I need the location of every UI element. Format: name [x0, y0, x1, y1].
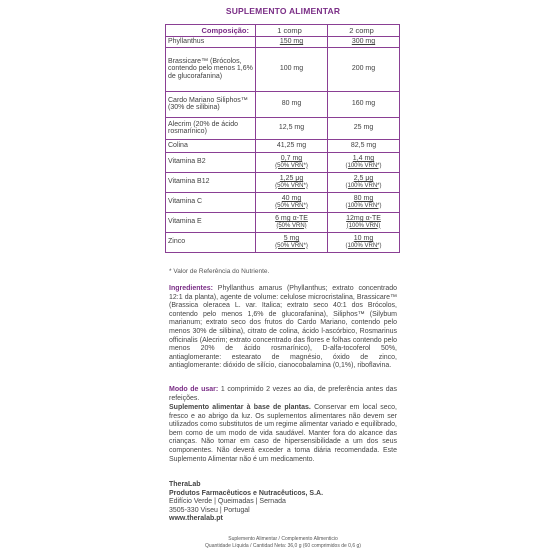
vrn-percent: (50% VRN*)	[275, 162, 308, 169]
table-row	[166, 117, 400, 139]
amount-2-comp	[328, 192, 400, 212]
amount-2-comp	[328, 212, 400, 232]
nutrient-name: Brassicare™ (Brócolos, contendo pelo menos 1,6% de glucorafanina)	[166, 47, 256, 91]
nutrient-name: Zinco	[166, 232, 256, 252]
amount-1-comp	[256, 47, 328, 91]
vrn-percent: (100% VRN*)	[345, 242, 382, 249]
table-row	[166, 139, 400, 152]
amount-2-comp	[328, 232, 400, 252]
company-fullname: Produtos Farmacêuticos e Nutracêuticos, S.A.	[169, 489, 324, 497]
amount-1-comp	[256, 232, 328, 252]
amount-1-comp	[256, 212, 328, 232]
company-website: www.theralab.pt	[169, 515, 223, 523]
usage-label: Modo de usar:	[169, 386, 219, 393]
usage-paragraph	[169, 386, 397, 403]
company-address-line1: Edifício Verde | Queimadas | Sernada	[169, 498, 286, 506]
table-header-row	[166, 25, 400, 37]
vrn-percent: (100% VRN*)	[345, 182, 382, 189]
amount-value: 82,5 mg	[350, 141, 377, 149]
ingredients-label: Ingredientes:	[169, 285, 213, 292]
amount-value: 80 mg	[281, 100, 302, 108]
vrn-percent: (100% VRN)	[346, 222, 381, 229]
nutrient-name: Vitamina C	[166, 192, 256, 212]
nutrient-name: Vitamina E	[166, 212, 256, 232]
amount-2-comp	[328, 91, 400, 117]
nutrient-name: Vitamina B12	[166, 172, 256, 192]
amount-value: 2,5 μg	[353, 175, 374, 182]
nutrient-name: Phyllanthus	[166, 37, 256, 48]
vrn-percent: (100% VRN*)	[345, 202, 382, 209]
footer-line1: Suplemento Alimentar / Complemento Alimenticio	[228, 536, 338, 542]
composition-header: Composição:	[166, 25, 256, 37]
company-address-line2: 3505-330 Viseu | Portugal	[169, 506, 250, 514]
table-body	[166, 37, 400, 253]
company-info	[169, 481, 397, 524]
amount-value: 80 mg	[353, 195, 374, 202]
amount-1-comp	[256, 91, 328, 117]
amount-1-comp	[256, 37, 328, 48]
company-brand: TheraLab	[169, 481, 201, 488]
table-row	[166, 172, 400, 192]
amount-value: 40 mg	[281, 195, 302, 202]
amount-value: 10 mg	[353, 235, 374, 242]
amount-value: 1,25 μg	[279, 175, 304, 182]
page-title: SUPLEMENTO ALIMENTAR	[225, 6, 341, 16]
nutrition-table	[165, 24, 400, 253]
vrn-percent: (50% VRN)	[276, 222, 307, 229]
nutrient-name: Alecrim (20% de ácido rosmarínico)	[166, 117, 256, 139]
warning-paragraph	[169, 404, 397, 464]
ingredients-text: Phyllanthus amarus (Phyllanthus; extrato concentrado 12:1 da planta), agente de volume: celulose microcristalina, Brassicare™ (Brassica oleracea L. var. Italica; extrato seco 40:1 dos Brócolos, contendo pelo menos 1,6% de glucorafanina), Siliphos™ (Silybum marianum; extrato seco dos frutos do Cardo Mariano, contendo pelo menos 30% de silibina), citrato de colina, ácido l-ascórbico, Rosmarinus officinalis (Alecrim; extrato concentrado das flores e folhas contendo pelo menos 20% de ácido rosmarínico), D-alfa-tocoferol 50%, antiaglomerante: estearato de magnésio, óxido de zinco, antiaglomerante: dióxido de silício, cianocobalamina (0,1%), riboflavina.	[169, 285, 397, 370]
amount-1-comp	[256, 192, 328, 212]
amount-2-comp	[328, 47, 400, 91]
footer-line2: Quantidade Líquida / Cantidad Neta: 36,0 g (60 comprimidos de 0,6 g)	[205, 543, 361, 549]
amount-2-comp	[328, 139, 400, 152]
column-header-1-comp: 1 comp	[256, 25, 328, 37]
table-row	[166, 47, 400, 91]
amount-1-comp	[256, 117, 328, 139]
amount-2-comp	[328, 117, 400, 139]
vrn-percent: (50% VRN*)	[275, 182, 308, 189]
amount-value: 100 mg	[279, 65, 304, 73]
footnote: * Valor de Referência do Nutriente.	[169, 268, 270, 275]
amount-value: 200 mg	[351, 65, 376, 73]
table-row	[166, 192, 400, 212]
warning-text: Conservar em local seco, fresco e ao abrigo da luz. Os suplementos alimentares não devem ser utilizados como substitutos de um regime alimentar variado e equilibrado, bem como de um modo de vida saudável. Manter fora do alcance das crianças. Não tomar em caso de hipersensibilidade a um dos seus componentes. Não deverá exceder a toma diária recomendada. Este Suplemento Alimentar não é um medicamento.	[169, 404, 398, 463]
amount-1-comp	[256, 172, 328, 192]
table-row	[166, 232, 400, 252]
vrn-percent: (50% VRN*)	[275, 202, 308, 209]
vrn-percent: (100% VRN*)	[345, 162, 382, 169]
amount-1-comp	[256, 152, 328, 172]
usage-text: 1 comprimido 2 vezes ao dia, de preferência antes das refeições.	[169, 386, 397, 402]
column-header-2-comp: 2 comp	[328, 25, 400, 37]
amount-value: 160 mg	[351, 100, 376, 108]
table-row	[166, 91, 400, 117]
table-row	[166, 37, 400, 48]
table-row	[166, 212, 400, 232]
amount-value: 1,4 mg	[352, 155, 375, 162]
label-panel	[163, 0, 403, 560]
amount-2-comp	[328, 37, 400, 48]
amount-value: 0,7 mg	[280, 155, 303, 162]
amount-value: 12,5 mg	[278, 124, 305, 132]
amount-value: 12mg α-TE	[346, 215, 381, 222]
ingredients-paragraph	[169, 285, 397, 371]
amount-value: 41,25 mg	[276, 141, 307, 149]
amount-value: 5 mg	[283, 235, 300, 242]
amount-1-comp	[256, 139, 328, 152]
amount-value: 25 mg	[353, 124, 374, 132]
amount-value: 300 mg	[351, 38, 376, 45]
nutrient-name: Cardo Mariano Siliphos™ (30% de silibina)	[166, 91, 256, 117]
nutrient-name: Vitamina B2	[166, 152, 256, 172]
amount-2-comp	[328, 152, 400, 172]
footer	[163, 536, 403, 550]
amount-2-comp	[328, 172, 400, 192]
nutrient-name: Colina	[166, 139, 256, 152]
vrn-percent: (50% VRN*)	[275, 242, 308, 249]
amount-value: 150 mg	[279, 38, 304, 45]
amount-value: 6 mg α-TE	[275, 215, 308, 222]
warning-title: Suplemento alimentar à base de plantas.	[169, 404, 311, 411]
table-row	[166, 152, 400, 172]
